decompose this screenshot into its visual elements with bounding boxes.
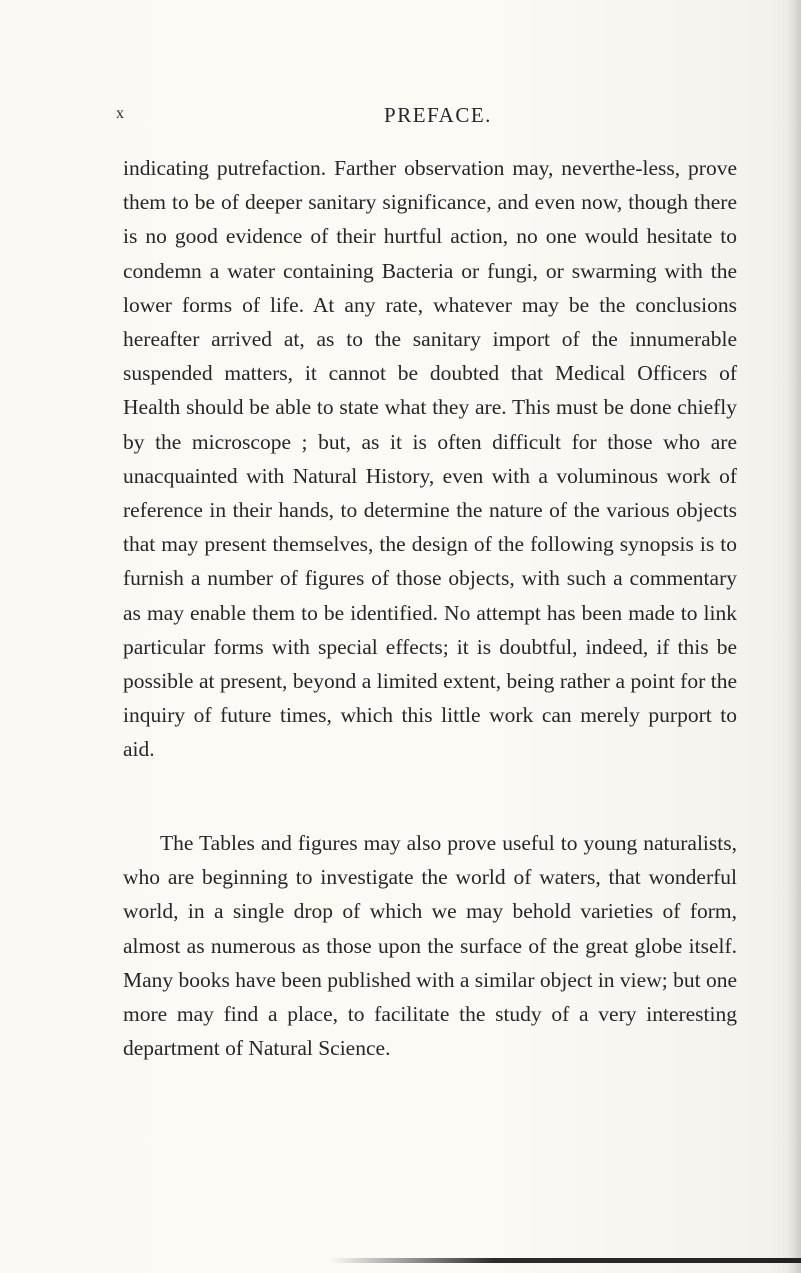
bottom-binding-edge (330, 1258, 801, 1263)
body-paragraph-1: indicating putrefaction. Farther observation may, neverthe-less, prove them to be of deeper sanitary significance, and even now, though there is no good evidence of their hurtful action, no one would hesitate to condemn a water containing Bacteria or fungi, or swarming with the lower forms of life. At any rate, whatever may be the conclusions hereafter arrived at, as to the sanitary import of the innumerable suspended matters, it cannot be doubted that Medical Officers of Health should be able to state what they are. This must be done chiefly by the microscope ; but, as it is often difficult for those who are unacquainted with Natural History, even with a voluminous work of reference in their hands, to determine the nature of the various objects that may present themselves, the design of the following synopsis is to furnish a number of figures of those objects, with such a commentary as may enable them to be identified. No attempt has been made to link particular forms with special effects; it is doubtful, indeed, if this be possible at present, beyond a limited extent, being rather a point for the inquiry of future times, which this little work can merely purport to aid. (123, 156, 737, 762)
running-head: PREFACE. (384, 103, 492, 127)
page-edge-shadow (787, 0, 801, 1273)
body-paragraph-2: The Tables and figures may also prove useful to young naturalists, who are beginning to investigate the world of waters, that wonderful world, in a single drop of which we may behold varieties of form, almost as numerous as those upon the surface of the great globe itself. Many books have been published with a similar object in view; but one more may find a place, to facilitate the study of a very interesting department of Natural Science. (123, 831, 737, 1061)
page-number: x (116, 105, 125, 122)
